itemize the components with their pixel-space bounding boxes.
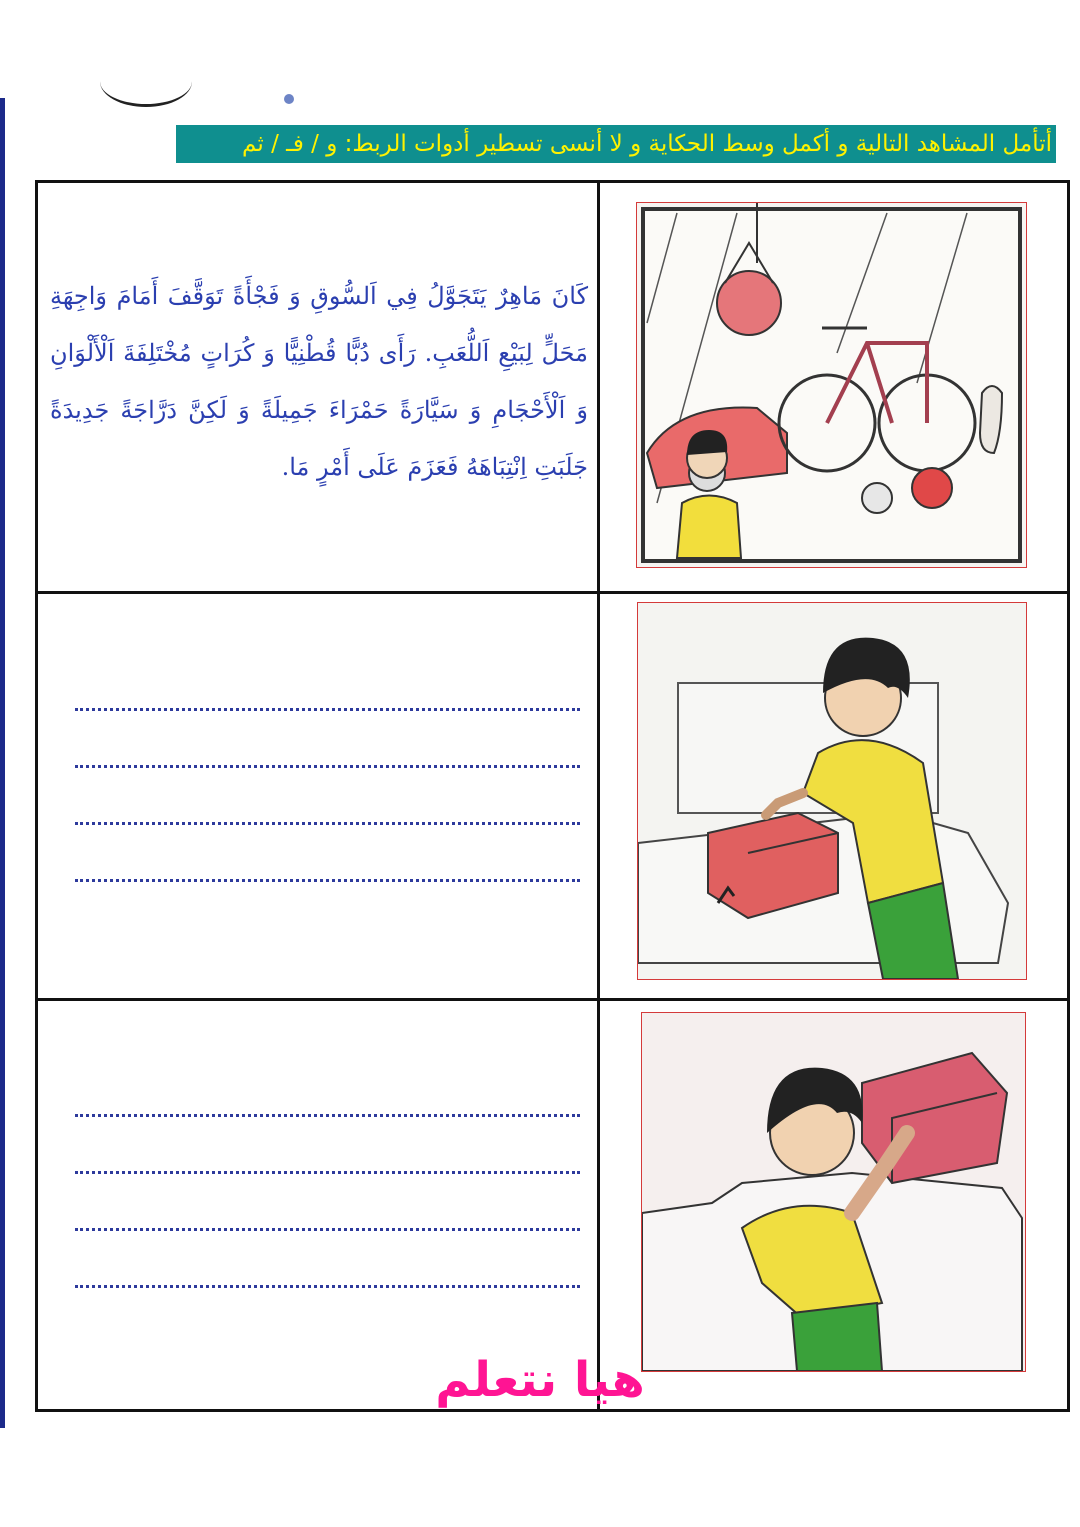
header-dot-decoration: [284, 94, 294, 104]
answer-line-row2-1[interactable]: [75, 708, 580, 711]
row-divider-2: [38, 998, 1067, 1001]
story-beginning-text: كَانَ مَاهِرٌ يَتَجَوَّلُ فِي اَلسُّوقِ وَ فَجْأَةً تَوَقَّفَ أَمَامَ وَاجِهَةِ مَحَلٍّ لِبَيْعِ اَللُّعَبِ. رَأَى دُبًّا قُطْنِيًّا وَ كُرَاتٍ مُخْتَلِفَةَ اَلْأَلْوَانِ وَ اَلْأَحْجَامِ وَ سَيَّارَةً حَمْرَاءَ جَمِيلَةً وَ لَكِنَّ دَرَّاجَةً جَدِيدَةً جَلَبَتِ اِنْتِبَاهَهُ فَعَزَمَ عَلَى أَمْرٍ مَا.: [50, 282, 589, 481]
boy-shaking-money-box-icon: [642, 1013, 1025, 1371]
watermark-heya-nataallam: هيا نتعلم: [435, 1352, 645, 1408]
instruction-banner: أتأمل المشاهد التالية و أكمل وسط الحكاية و لا أنسى تسطير أدوات الربط: و / فـ / ثم: [176, 125, 1056, 163]
boy-shaking-money-box-illustration: [641, 1012, 1026, 1372]
answer-line-row2-4[interactable]: [75, 879, 580, 882]
boy-saving-coins-illustration: [637, 602, 1027, 980]
column-divider: [597, 183, 600, 1409]
toy-shop-window-icon: [637, 203, 1026, 567]
answer-line-row3-2[interactable]: [75, 1171, 580, 1174]
toy-shop-window-illustration: [636, 202, 1027, 568]
left-margin-rule: [0, 98, 5, 1428]
header-arc-decoration: [100, 56, 192, 107]
boy-saving-coins-icon: [638, 603, 1026, 979]
answer-line-row2-2[interactable]: [75, 765, 580, 768]
answer-line-row3-1[interactable]: [75, 1114, 580, 1117]
answer-line-row3-4[interactable]: [75, 1285, 580, 1288]
answer-line-row3-3[interactable]: [75, 1228, 580, 1231]
row-divider-1: [38, 591, 1067, 594]
answer-line-row2-3[interactable]: [75, 822, 580, 825]
